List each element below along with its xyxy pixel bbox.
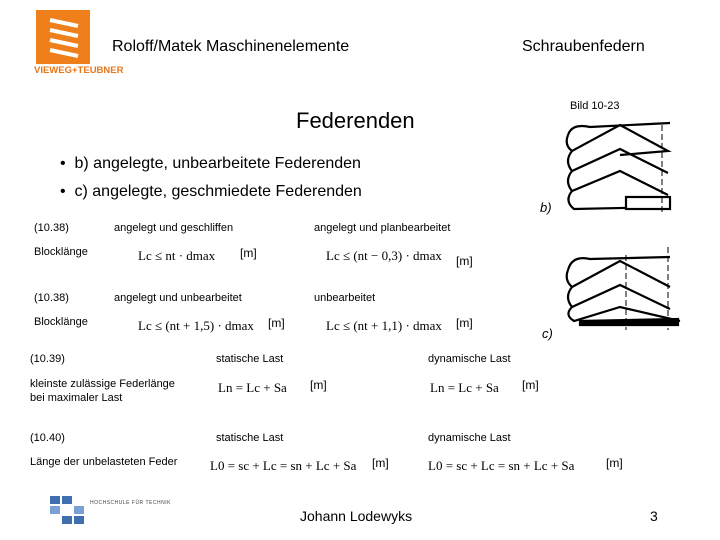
row-label: Blocklänge [34,246,88,258]
column-heading: unbearbeitet [314,292,376,304]
unit-label: [m] [268,316,285,330]
bullet-list [60,150,362,206]
formula-free-length: L0 = sc + Lc = sn + Lc + Sa [428,458,575,473]
equation-number: (10.39) [30,353,65,365]
column-heading: statische Last [216,432,284,444]
column-heading: dynamische Last [428,353,511,365]
unit-label: [m] [372,456,389,470]
chapter-title: Schraubenfedern [522,38,645,55]
unit-label: [m] [240,246,257,260]
school-logo-icon [50,494,86,528]
spring-logo-icon [36,10,90,64]
figure-label-c: c) [542,326,553,341]
publisher-logo-text: VIEWEG+TEUBNER [34,65,124,76]
unit-label: [m] [310,378,327,392]
formula-min-length: Ln = Lc + Sa [218,380,287,395]
row-label: kleinste zulässige Federlänge [30,378,175,390]
book-title: Roloff/Matek Maschinenelemente [112,38,350,55]
unit-label: [m] [456,316,473,330]
row-label: Blocklänge [34,316,88,328]
unit-label: [m] [606,456,623,470]
school-logo-text: HOCHSCHULE FÜR TECHNIK [90,500,171,506]
row-label: bei maximaler Last [30,392,123,404]
slide-title: Federenden [296,108,415,133]
unit-label: [m] [456,254,473,268]
figure-label-b: b) [540,200,552,215]
bullet-item: • b) angelegte, unbearbeitete Federenden [60,155,361,172]
bullet-item: • c) angelegte, geschmiedete Federenden [60,183,362,200]
column-heading: statische Last [216,353,284,365]
formula-block-length: Lc ≤ (nt + 1,1) · dmax [326,318,442,333]
formula-block-length: Lc ≤ (nt + 1,5) · dmax [138,318,254,333]
spring-ends-figure [550,115,690,345]
author-name: Johann Lodewyks [300,508,413,524]
formula-block-length: Lc ≤ (nt − 0,3) · dmax [326,248,442,263]
figure-reference: Bild 10-23 [570,100,620,112]
formula-free-length: L0 = sc + Lc = sn + Lc + Sa [210,458,357,473]
unit-label: [m] [522,378,539,392]
page-number: 3 [650,508,658,524]
column-heading: angelegt und geschliffen [114,222,234,234]
row-label: Länge der unbelasteten Feder [30,456,178,468]
publisher-logo [36,10,90,64]
column-heading: angelegt und unbearbeitet [114,292,242,304]
formula-block-length: Lc ≤ nt · dmax [138,248,216,263]
column-heading: angelegt und planbearbeitet [314,222,451,234]
column-heading: dynamische Last [428,432,511,444]
equation-number: (10.38) [34,222,69,234]
equation-number: (10.38) [34,292,69,304]
formula-min-length: Ln = Lc + Sa [430,380,499,395]
equation-number: (10.40) [30,432,65,444]
